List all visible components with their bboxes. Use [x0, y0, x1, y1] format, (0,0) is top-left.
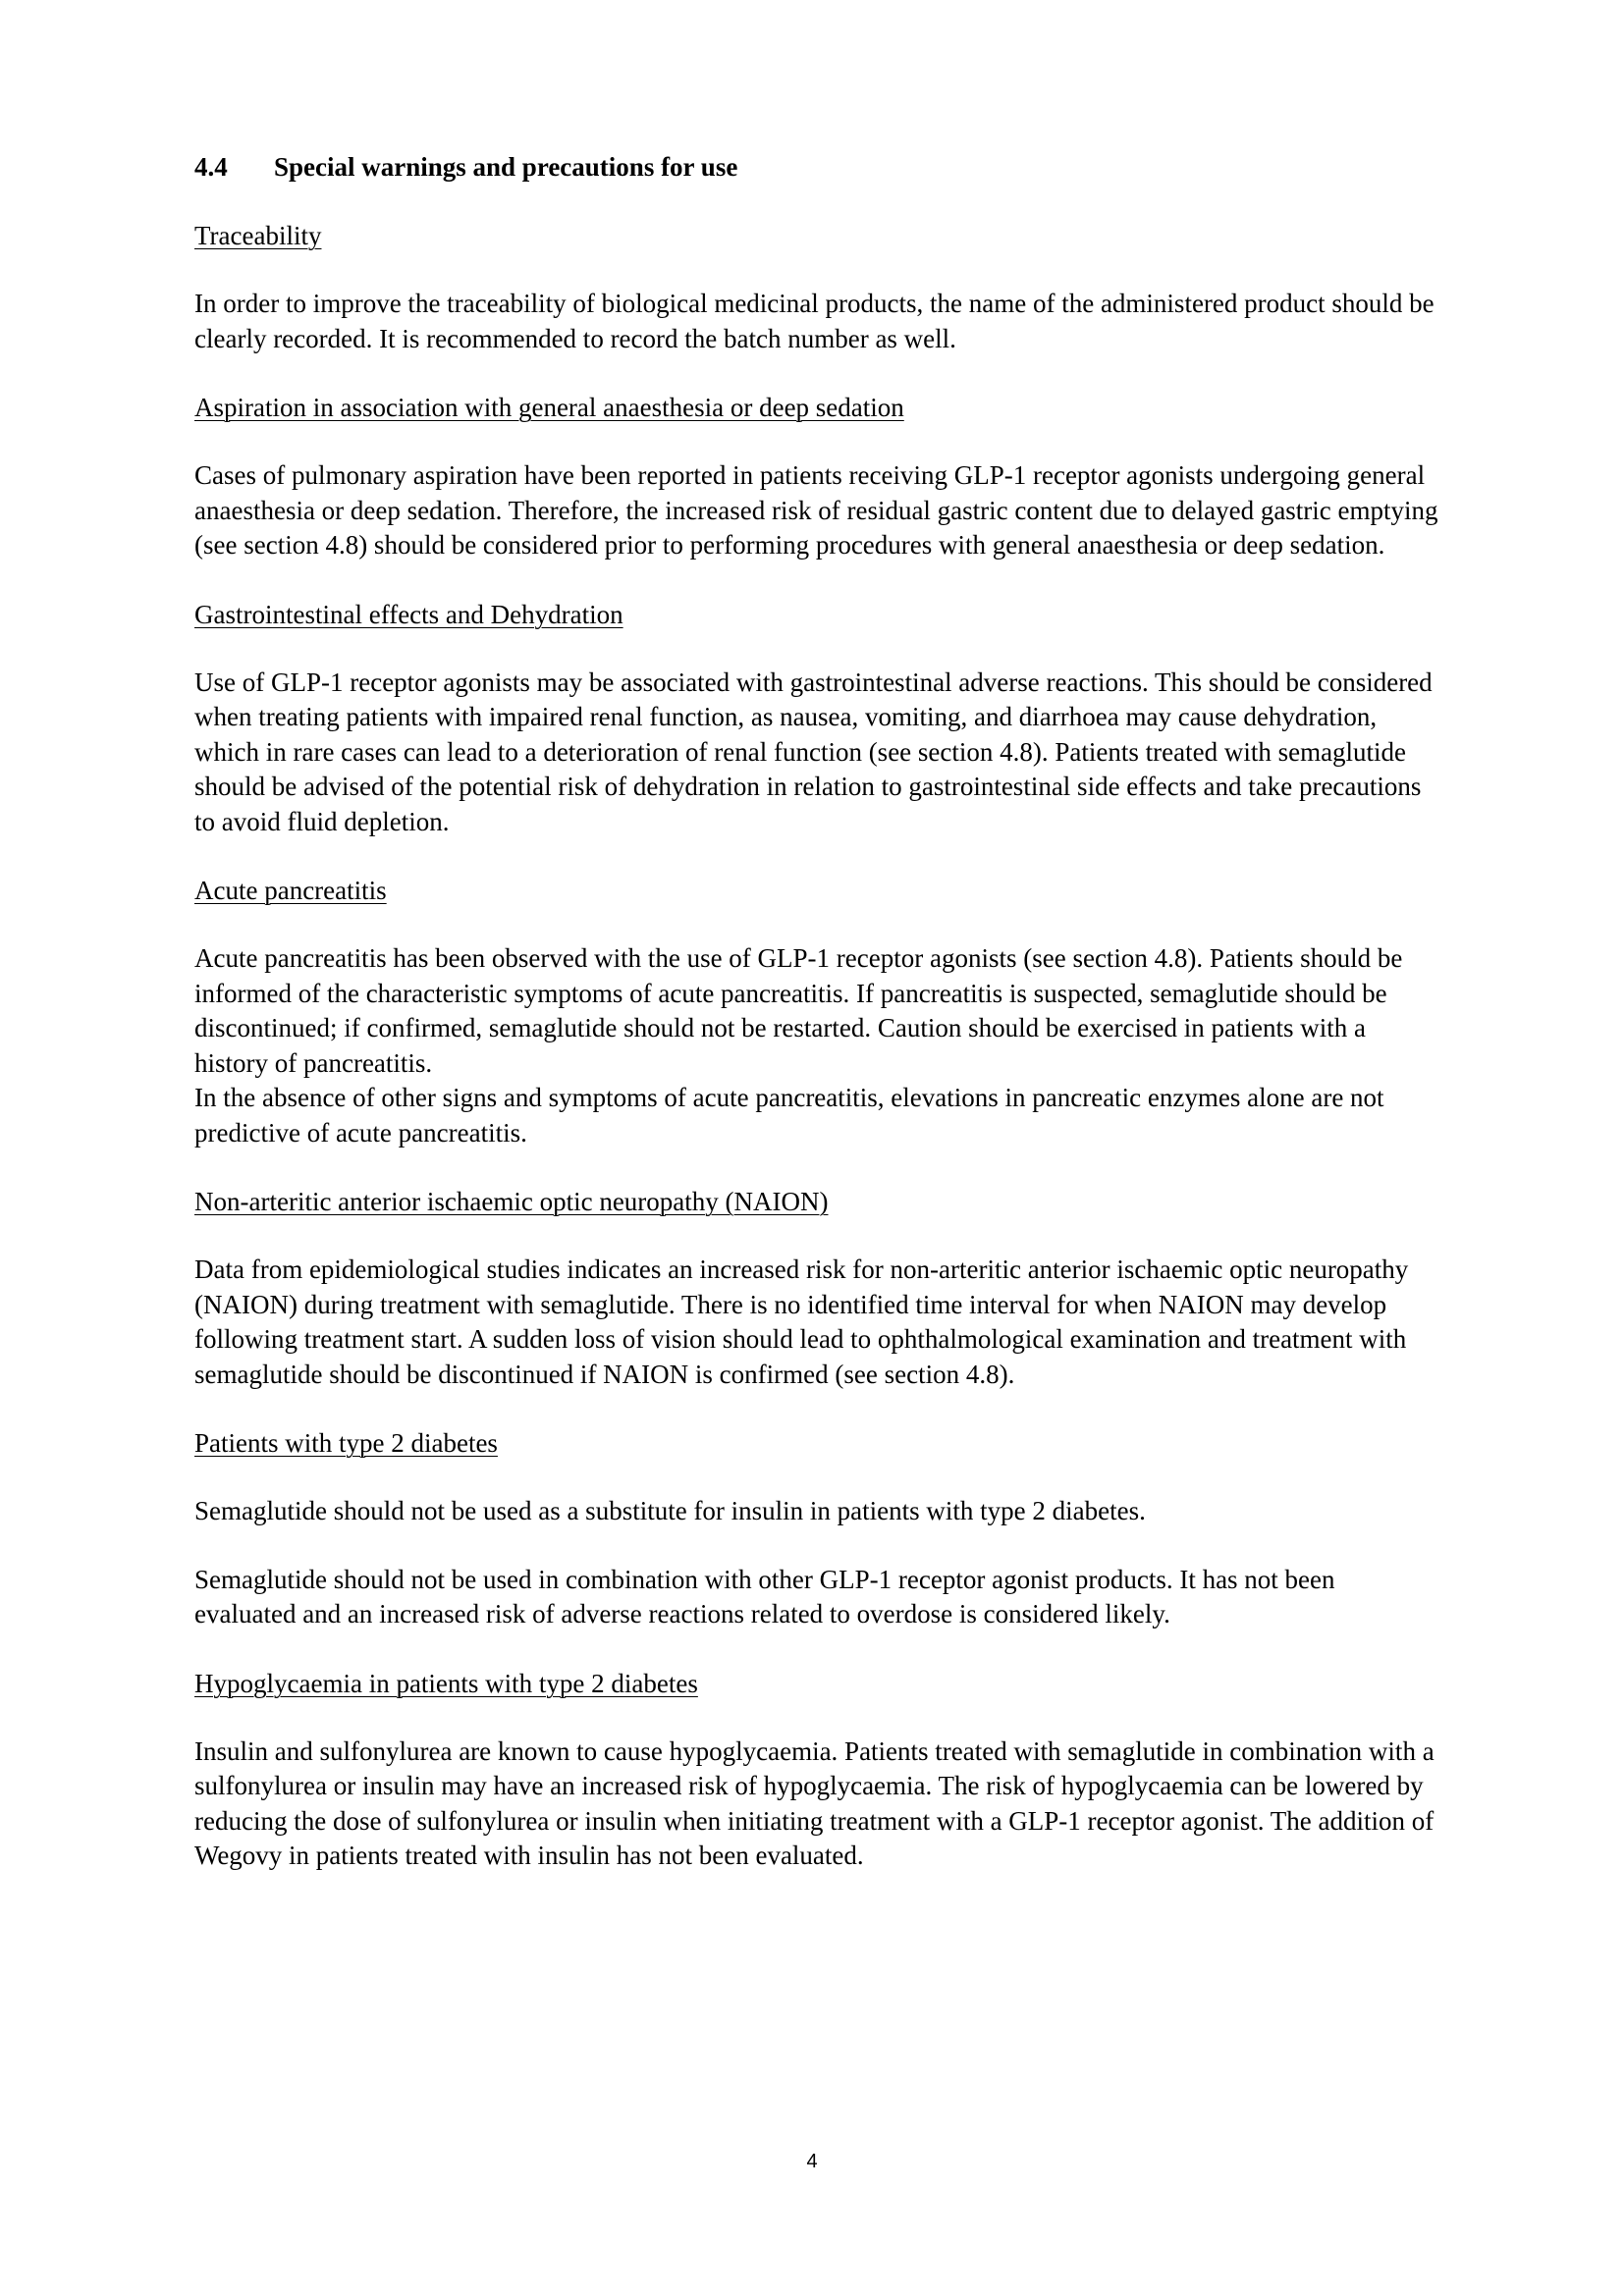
page-number: 4 [806, 2151, 818, 2172]
subheading-type2: Patients with type 2 diabetes [194, 1428, 498, 1458]
paragraph: Use of GLP-1 receptor agonists may be associated with gastrointestinal adverse reactions. This should be considered when treating patients with impaired renal function, as nausea, vomiting, and diarrhoea may cause dehydration, which in rare cases can lead to a deterioration of renal function (see section 4.8). Patients treated with semaglutide should be advised of the potential risk of dehydration in relation to gastrointestinal side effects and take precautions to avoid fluid depletion. [194, 667, 1433, 836]
section-title: Special warnings and precautions for use [274, 152, 738, 182]
subheading-traceability: Traceability [194, 221, 322, 250]
subheading-hypoglycaemia: Hypoglycaemia in patients with type 2 diabetes [194, 1668, 698, 1698]
subsection-traceability [194, 218, 1441, 356]
paragraph: Insulin and sulfonylurea are known to cause hypoglycaemia. Patients treated with semaglutide in combination with a sulfonylurea or insulin may have an increased risk of hypoglycaemia. The risk of hypoglycaemia can be lowered by reducing the dose of sulfonylurea or insulin when initiating treatment with a GLP-1 receptor agonist. The addition of Wegovy in patients treated with insulin has not been evaluated. [194, 1735, 1435, 1870]
subsection-type2 [194, 1425, 1441, 1632]
subsection-naion [194, 1184, 1441, 1392]
subsection-hypoglycaemia [194, 1666, 1441, 1874]
paragraph: Cases of pulmonary aspiration have been reported in patients receiving GLP-1 receptor agonists undergoing general anaesthesia or deep sedation. Therefore, the increased risk of residual gastric content due to delayed gastric emptying (see section 4.8) should be considered prior to performing procedures with general anaesthesia or deep sedation. [194, 460, 1438, 560]
section-heading [194, 149, 1441, 185]
subheading-naion: Non-arteritic anterior ischaemic optic neuropathy (NAION) [194, 1187, 829, 1216]
subheading-gastrointestinal: Gastrointestinal effects and Dehydration [194, 599, 623, 629]
subheading-pancreatitis: Acute pancreatitis [194, 876, 387, 905]
document-page [194, 149, 1441, 1907]
paragraph: Semaglutide should not be used as a substitute for insulin in patients with type 2 diabetes. [194, 1496, 1146, 1525]
paragraph: Data from epidemiological studies indicates an increased risk for non-arteritic anterior ischaemic optic neuropathy (NAION) during treatment with semaglutide. There is no identified time interval for when NAION may develop following treatment start. A sudden loss of vision should lead to ophthalmological examination and treatment with semaglutide should be discontinued if NAION is confirmed (see section 4.8). [194, 1255, 1409, 1389]
paragraph: Semaglutide should not be used in combination with other GLP-1 receptor agonist products. It has not been evaluated and an increased risk of adverse reactions related to overdose is considered likely. [194, 1564, 1335, 1629]
section-number: 4.4 [194, 152, 228, 182]
subsection-aspiration [194, 390, 1441, 563]
subsection-gastrointestinal [194, 597, 1441, 840]
subheading-aspiration: Aspiration in association with general anaesthesia or deep sedation [194, 393, 904, 422]
subsection-pancreatitis [194, 873, 1441, 1150]
paragraph: Acute pancreatitis has been observed with the use of GLP-1 receptor agonists (see section 4.8). Patients should be informed of the characteristic symptoms of acute pancreatitis. If pancreatitis is suspected, semaglutide should be discontinued; if confirmed, semaglutide should not be restarted. Caution should be exercised in patients with a history of pancreatitis. [194, 943, 1403, 1078]
paragraph: In order to improve the traceability of biological medicinal products, the name of the administered product should be clearly recorded. It is recommended to record the batch number as well. [194, 289, 1435, 353]
paragraph: In the absence of other signs and symptoms of acute pancreatitis, elevations in pancreatic enzymes alone are not predictive of acute pancreatitis. [194, 1083, 1384, 1148]
